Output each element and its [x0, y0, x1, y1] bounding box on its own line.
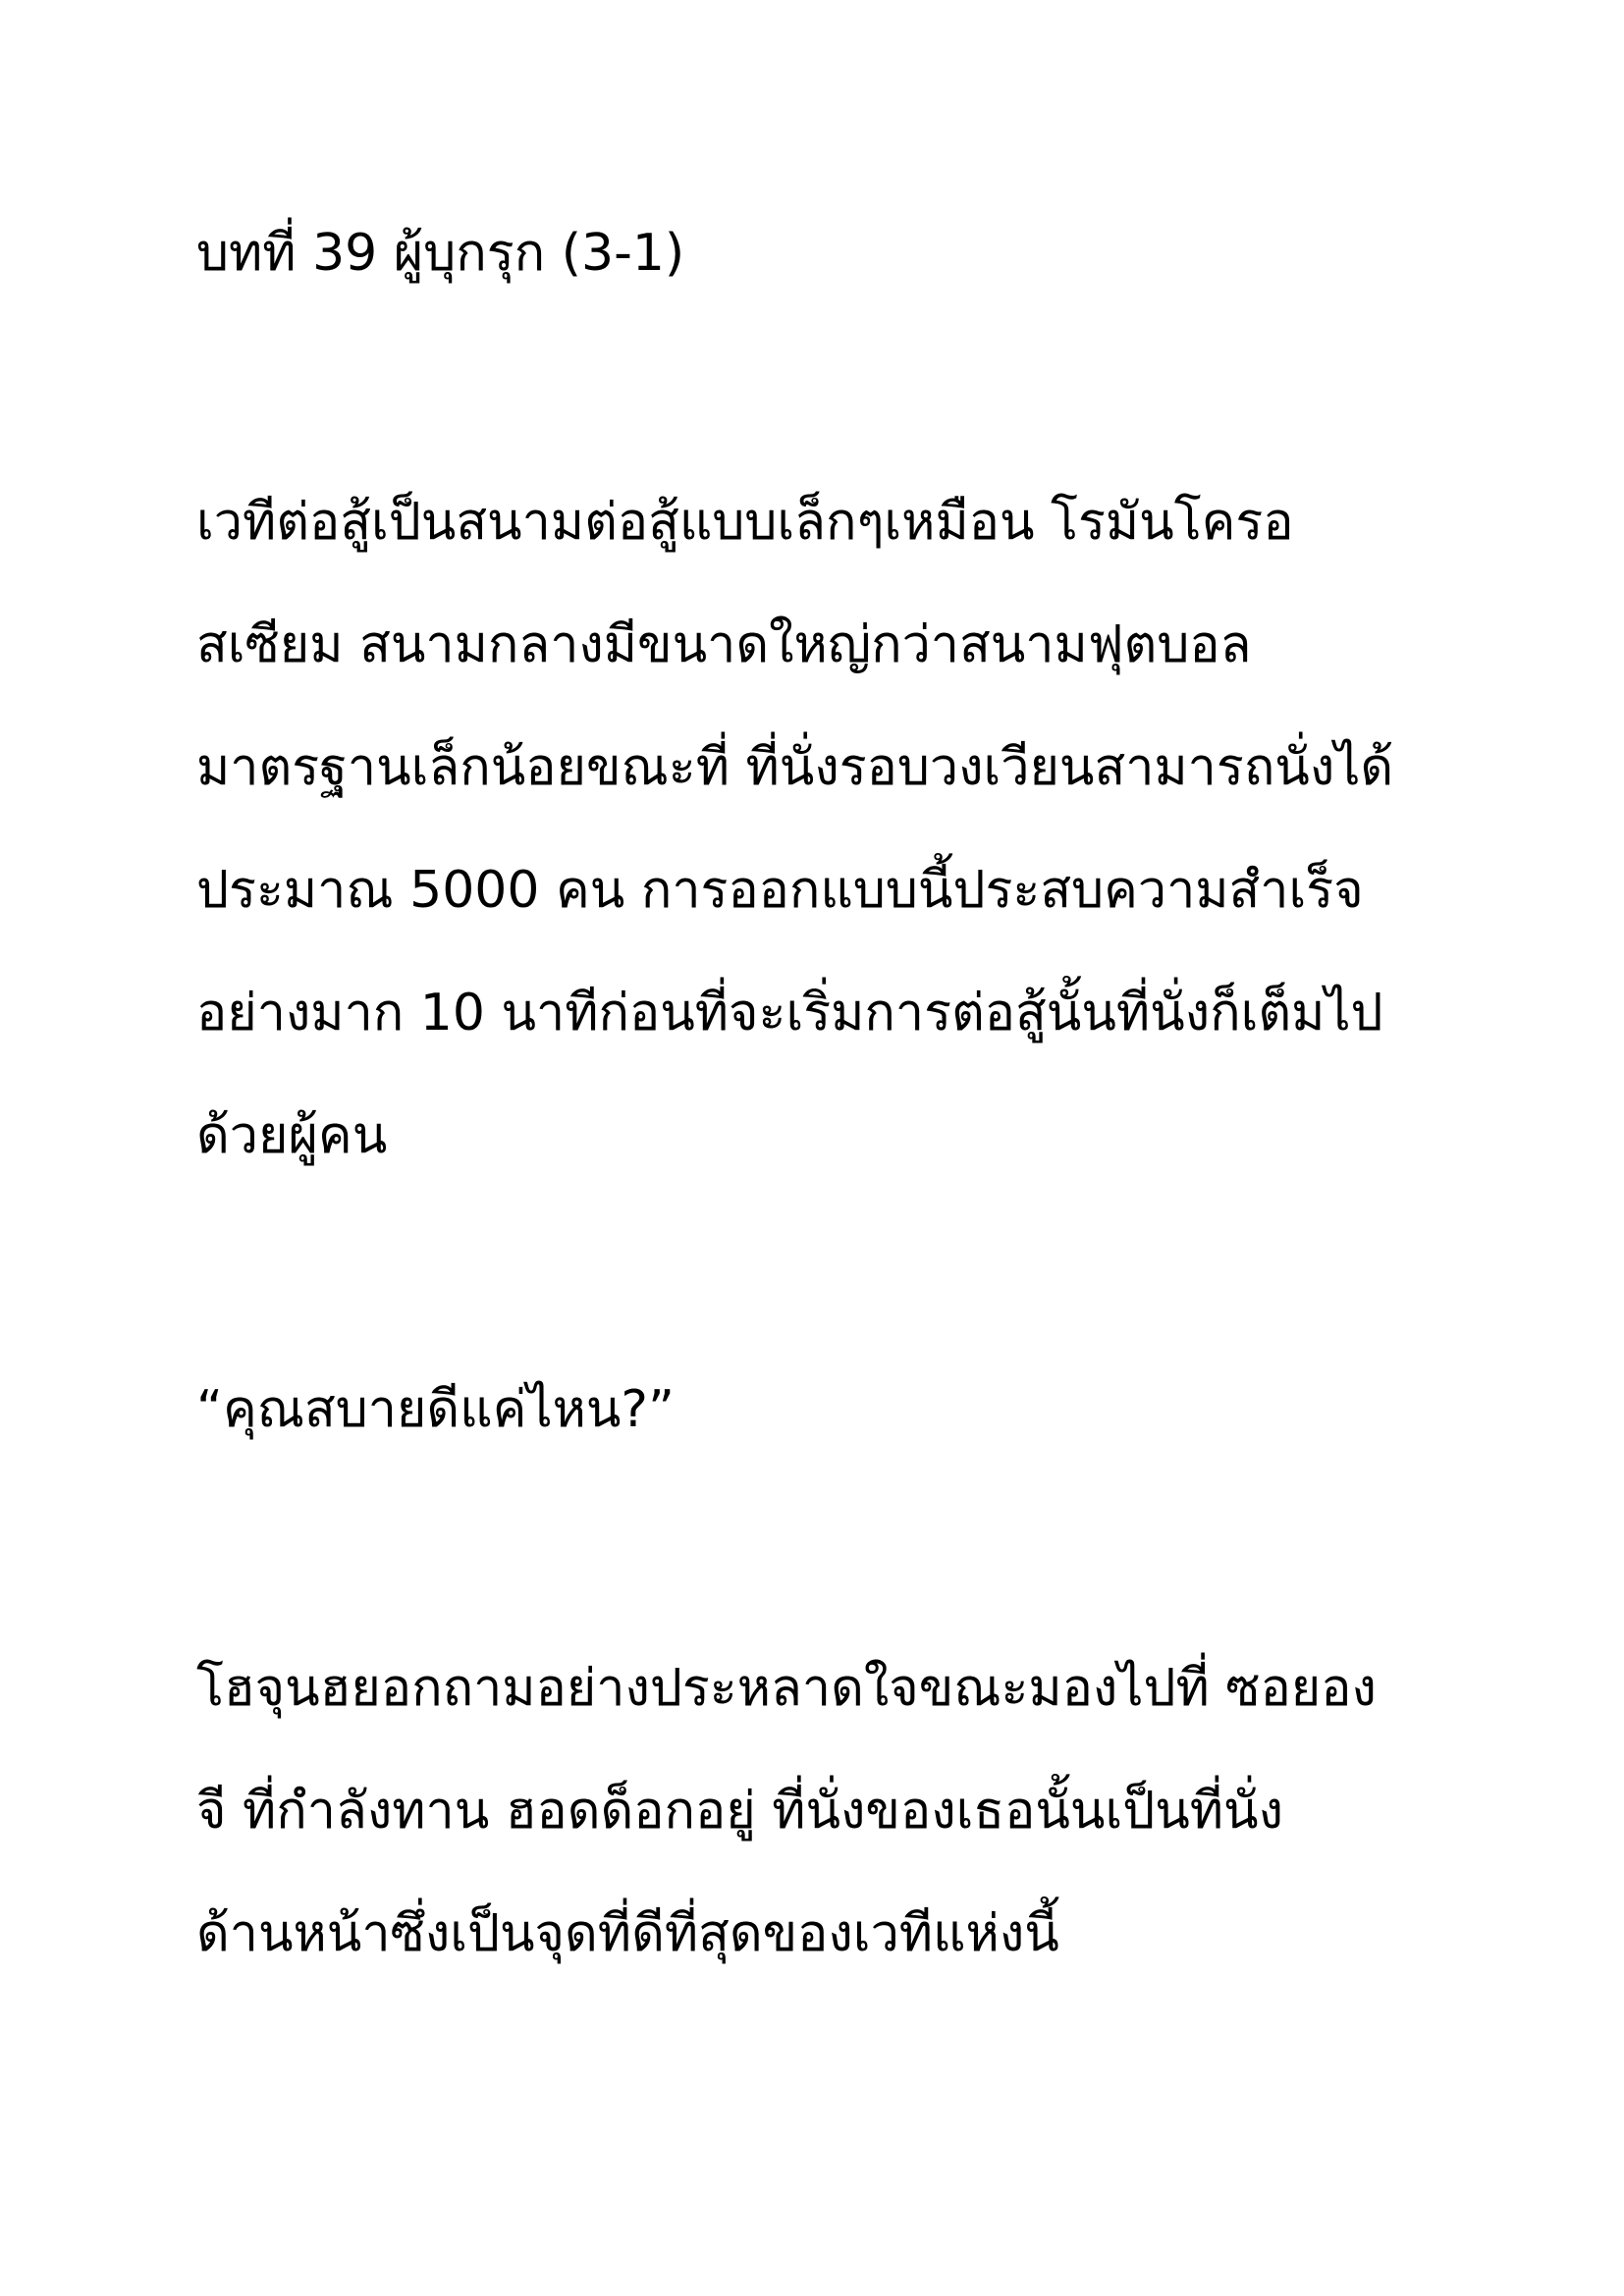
paragraph-2-line: โฮจุนฮยอกถามอย่างประหลาดใจขณะมองไปที่ ซอยอง: [196, 1659, 1377, 1718]
dialogue-line: “คุณสบายดีแค่ไหน?”: [196, 1380, 675, 1439]
paragraph-1-line: มาตรฐานเล็กน้อยขณะที่ ที่นั่งรอบวงเวียนสามารถนั่งได้: [196, 738, 1394, 797]
paragraph-2-line: ด้านหน้าซึ่งเป็นจุดที่ดีที่สุดของเวทีแห่งนี้: [196, 1904, 1059, 1963]
paragraph-1-line: เวทีต่อสู้เป็นสนามต่อสู้แบบเล็กๆเหมือน โรมันโครอ: [196, 493, 1294, 552]
paragraph-1-line: สเซียม สนามกลางมีขนาดใหญ่กว่าสนามฟุตบอล: [196, 615, 1252, 674]
chapter-title: บทที่ 39 ผู้บุกรุก (3-1): [196, 224, 685, 283]
paragraph-2-line: จี ที่กำลังทาน ฮอดด็อกอยู่ ที่นั่งของเธอนั้นเป็นที่นั่ง: [196, 1782, 1283, 1841]
paragraph-1-line: ด้วยผู้คน: [196, 1106, 388, 1165]
paragraph-1-line: ประมาณ 5000 คน การออกแบบนี้ประสบความสำเร็จ: [196, 861, 1364, 920]
paragraph-1-line: อย่างมาก 10 นาทีก่อนที่จะเริ่มการต่อสู้นั้นที่นั่งก็เต็มไป: [196, 984, 1383, 1042]
